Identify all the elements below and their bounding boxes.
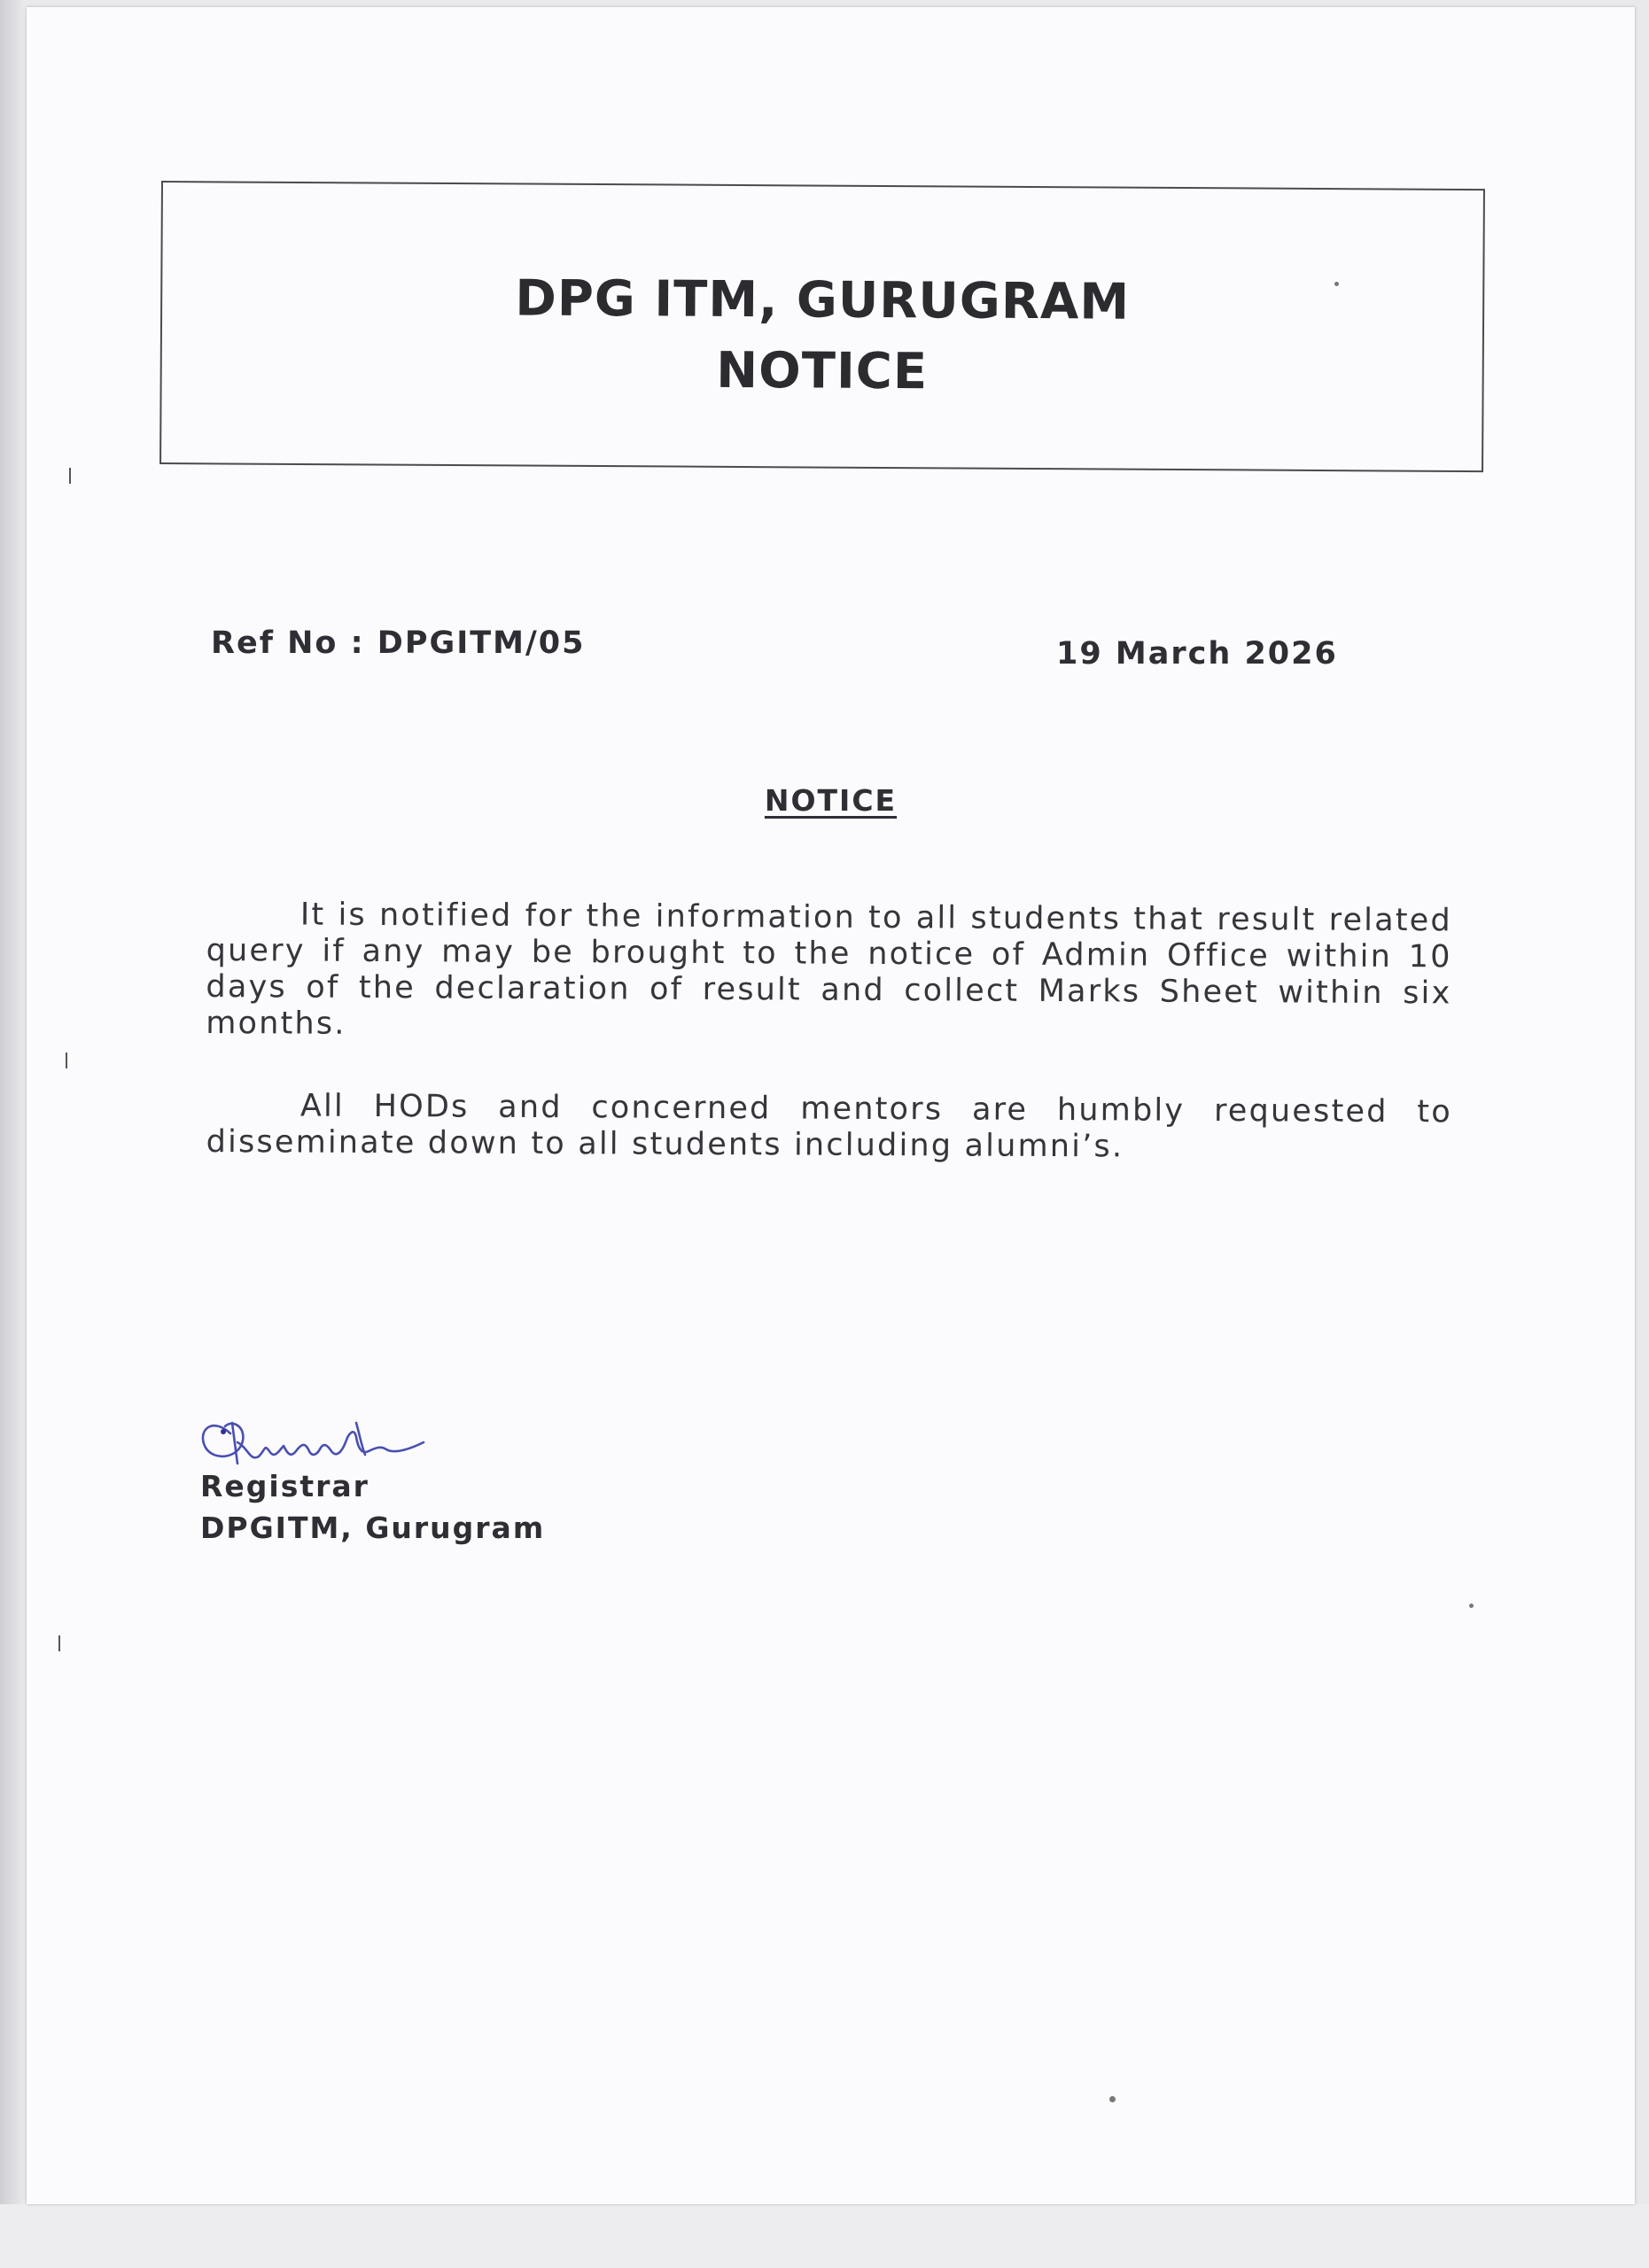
institute-name: DPG ITM, GURUGRAM (515, 269, 1131, 331)
scan-speck (1109, 2096, 1116, 2102)
header-notice-title: NOTICE (716, 341, 929, 401)
scan-edge-bottom (0, 2204, 1649, 2268)
reference-number: Ref No : DPGITM/05 (211, 625, 586, 661)
body-paragraph-1: It is notified for the information to all students that result related query if any may be brought to the notice of Admin Office within 10 days of the declaration of result and collect Marks Sheet within six months. (206, 897, 1452, 1042)
scan-mark (66, 1052, 67, 1068)
notice-heading: NOTICE (764, 783, 898, 818)
header-box (159, 181, 1485, 472)
scan-mark (58, 1635, 60, 1651)
scan-edge-left (0, 0, 27, 2268)
notice-sheet (27, 7, 1635, 2204)
notice-date: 19 March 2026 (1056, 636, 1338, 672)
scan-mark (69, 468, 71, 484)
scan-speck (1469, 1604, 1474, 1608)
signatory-organization: DPGITM, Gurugram (200, 1511, 546, 1545)
body-paragraph-2: All HODs and concerned mentors are humbly requested to disseminate down to all students including alumni’s. (206, 1088, 1452, 1165)
signatory-title: Registrar (200, 1469, 369, 1503)
